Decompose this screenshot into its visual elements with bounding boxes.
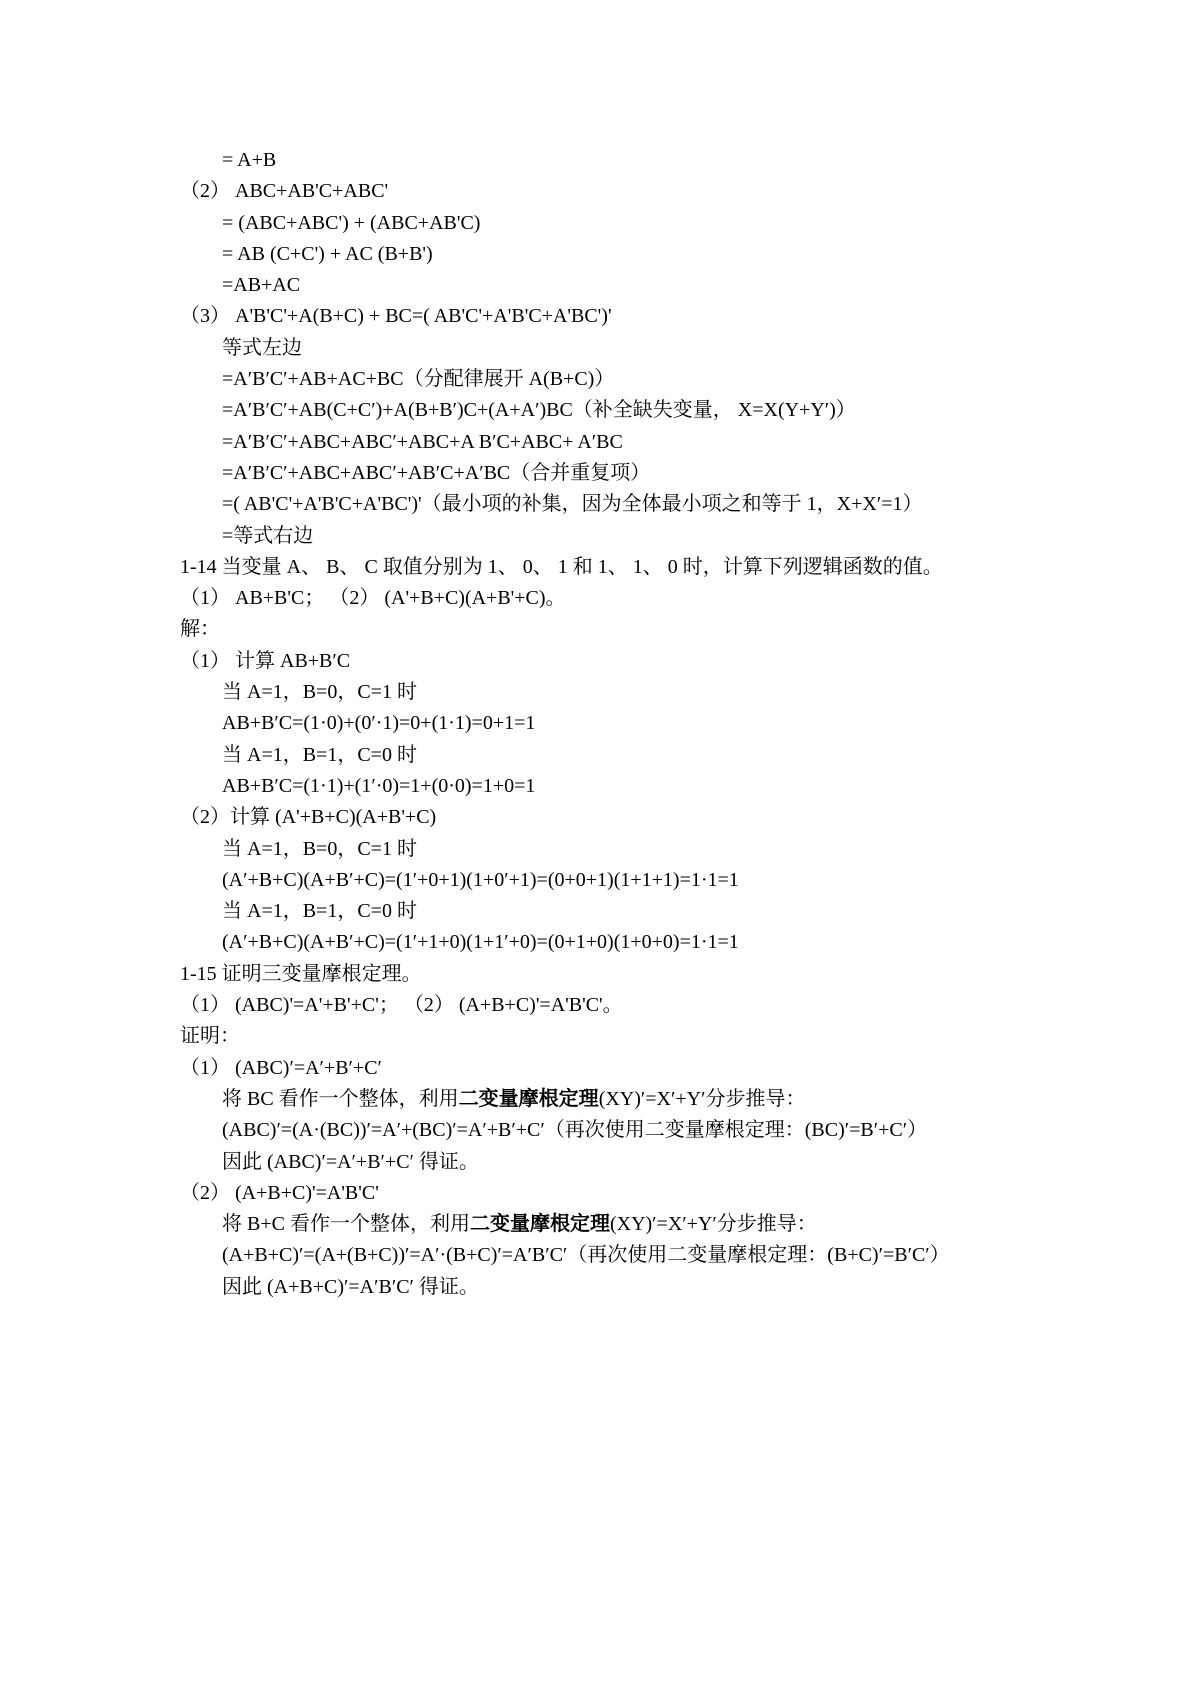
- text-line: 解：: [180, 618, 220, 641]
- text-line: （2） ABC+AB'C+ABC': [180, 180, 389, 203]
- text-line: AB+B′C=(1·1)+(1′·0)=1+(0·0)=1+0=1: [222, 774, 536, 797]
- text-line: = A+B: [222, 149, 277, 171]
- text-line: (A+B+C)′=(A+(B+C))′=A′·(B+C)′=A′B′C′（再次使用二变量摩根定理：(B+C)′=B′C′）: [222, 1244, 950, 1267]
- text-line: =A′B′C′+ABC+ABC′+ABC+A B′C+ABC+ A′BC: [222, 430, 623, 453]
- text-segment: 将 BC 看作一个整体，利用: [222, 1087, 459, 1110]
- document-body: [180, 145, 1060, 1303]
- bold-term: 二变量摩根定理: [469, 1213, 610, 1236]
- text-line: 因此 (ABC)′=A′+B′+C′ 得证。: [222, 1150, 479, 1173]
- text-line: 等式左边: [222, 336, 302, 359]
- text-line: AB+B′C=(1·0)+(0′·1)=0+(1·1)=0+1=1: [222, 712, 536, 735]
- text-line: (A′+B+C)(A+B′+C)=(1′+1+0)(1+1′+0)=(0+1+0)(1+0+0)=1·1=1: [222, 931, 739, 954]
- text-line: （1） (ABC)′=A′+B′+C′: [180, 1056, 382, 1079]
- text-line: 证明：: [180, 1025, 240, 1048]
- text-line: (A′+B+C)(A+B′+C)=(1′+0+1)(1+0′+1)=(0+0+1)(1+1+1)=1·1=1: [222, 868, 739, 891]
- text-line: （2）计算 (A'+B+C)(A+B'+C): [180, 806, 437, 829]
- bold-term: 二变量摩根定理: [458, 1087, 599, 1110]
- text-line: =A′B′C′+AB(C+C′)+A(B+B′)C+(A+A′)BC（补全缺失变量， X=X(Y+Y′)）: [222, 399, 856, 422]
- text-line: 1-14 当变量 A、 B、 C 取值分别为 1、 0、 1 和 1、 1、 0 时，计算下列逻辑函数的值。: [180, 555, 943, 578]
- text-line: [180, 1084, 1060, 1115]
- text-line: =A′B′C′+ABC+ABC′+AB′C+A′BC（合并重复项）: [222, 461, 651, 484]
- text-line: =AB+AC: [222, 274, 301, 297]
- text-line: 当 A=1，B=1，C=0 时: [222, 743, 417, 766]
- text-line: [180, 1209, 1060, 1240]
- text-line: = AB (C+C') + AC (B+B'): [222, 242, 433, 265]
- text-line: =( AB'C'+A'B'C+A'BC')'（最小项的补集，因为全体最小项之和等于 1，X+X′=1）: [222, 493, 923, 516]
- text-line: （3） A'B'C'+A(B+C) + BC=( AB'C'+A'B'C+A'BC')': [180, 305, 612, 328]
- text-line: 当 A=1，B=1，C=0 时: [222, 900, 417, 923]
- text-line: 当 A=1，B=0，C=1 时: [222, 681, 417, 704]
- text-line: （1） (ABC)'=A'+B'+C'； （2） (A+B+C)'=A'B'C'。: [180, 994, 623, 1017]
- text-line: 当 A=1，B=0，C=1 时: [222, 837, 417, 860]
- text-line: 因此 (A+B+C)′=A′B′C′ 得证。: [222, 1275, 479, 1298]
- text-line: = (ABC+ABC') + (ABC+AB'C): [222, 211, 481, 234]
- text-segment: (XY)′=X′+Y′分步推导：: [609, 1213, 817, 1236]
- text-line: （2） (A+B+C)'=A'B'C': [180, 1181, 379, 1204]
- text-segment: (XY)′=X′+Y′分步推导：: [598, 1087, 806, 1110]
- text-line: （1） AB+B'C； （2） (A'+B+C)(A+B'+C)。: [180, 587, 566, 610]
- text-line: =A′B′C′+AB+AC+BC（分配律展开 A(B+C)）: [222, 368, 615, 391]
- text-line: (ABC)′=(A·(BC))′=A′+(BC)′=A′+B′+C′（再次使用二变量摩根定理：(BC)′=B′+C′）: [222, 1119, 928, 1142]
- text-line: （1） 计算 AB+B′C: [180, 649, 351, 672]
- text-line: =等式右边: [222, 524, 314, 547]
- text-line: 1-15 证明三变量摩根定理。: [180, 962, 422, 985]
- text-segment: 将 B+C 看作一个整体，利用: [222, 1213, 470, 1236]
